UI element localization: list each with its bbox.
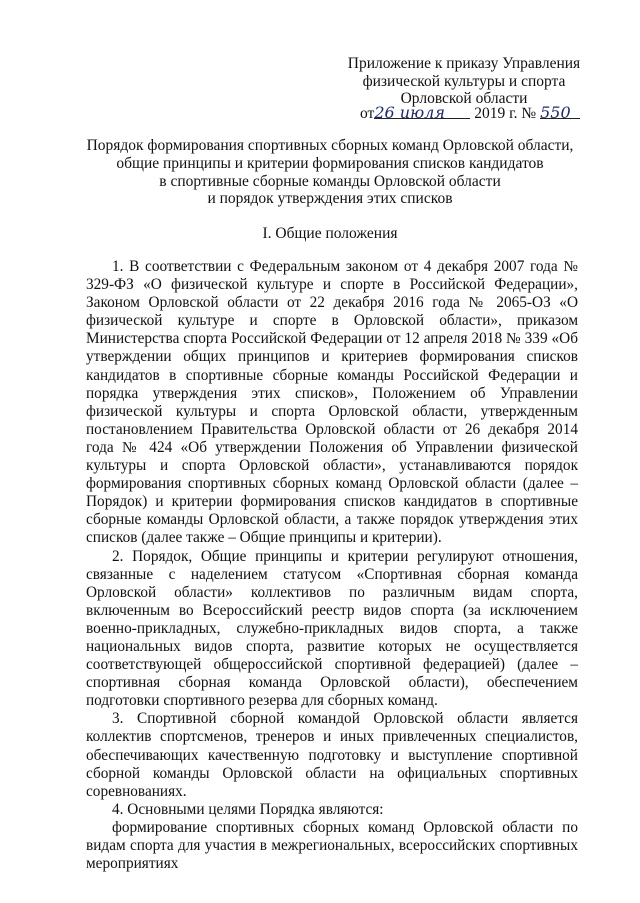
order-number-blank	[540, 103, 580, 122]
annex-header	[330, 55, 598, 108]
paragraph-1: 1. В соответствии с Федеральным законом от 4 декабря 2007 года № 329-ФЗ «О физической культуре и спорте в Российской Федерации», Законом Орловской области от 22 декабря 2016 года № 2065-ОЗ «О физической культуре и спорте в Орловской области», приказом Министерства спорта Российской Федерации от 12 апреля 2018 № 339 «Об утверждении общих принципов и критериев формирования списков кандидатов в спортивные сборные команды Российской Федерации и порядка утверждения этих списков», Положением об Управлении физической культуры и спорта Орловской области, утвержденным постановлением Правительства Орловской области от 26 декабря 2014 года № 424 «Об утверждении Положения об Управлении физической культуры и спорта Орловской области», устанавливаются порядок формирования спортивных сборных команд Орловской области (далее – Порядок) и критерии формирования списков кандидатов в спортивные сборные команды Орловской области, а также порядок утверждения этих списков (далее также – Общие принципы и критерии).	[86, 258, 578, 547]
order-prefix: от	[360, 105, 375, 122]
document-body	[86, 258, 578, 873]
title-line-2: общие принципы и критерии формирования списков кандидатов	[116, 154, 544, 172]
document-title	[60, 137, 600, 208]
annex-line-1: Приложение к приказу Управления	[347, 55, 581, 72]
paragraph-3: 3. Спортивной сборной командой Орловской области является коллектив спортсменов, тренеров и иных привлеченных специалистов, обеспечивающих качественную подготовку и выступление спортивной сборной команды Орловской области на официальных спортивных соревнованиях.	[86, 710, 578, 800]
order-date-handwritten: 26 июля	[374, 103, 445, 122]
order-year-text: 2019 г. №	[474, 105, 537, 122]
order-date-blank	[374, 103, 470, 122]
section-heading: I. Общие положения	[262, 225, 398, 242]
order-number-handwritten: 550	[540, 103, 571, 122]
paragraph-4: 4. Основными целями Порядка являются:	[112, 800, 384, 818]
paragraph-2: 2. Порядок, Общие принципы и критерии регулируют отношения, связанные с наделением статусом «Спортивная сборная команда Орловской области» коллективов по различным видам спорта, включенным во Всероссийский реестр видов спорта (за исключением военно-прикладных, служебно-прикладных видов спорта, а также национальных видов спорта, развитие которых не осуществляется соответствующей общероссийской спортивной федерацией) (далее – спортивная сборная команда Орловской области), обеспечением подготовки спортивного резерва для сборных команд.	[86, 547, 578, 710]
order-date-number	[360, 104, 600, 123]
title-line-3: в спортивные сборные команды Орловской области	[159, 172, 501, 190]
paragraph-5: формирование спортивных сборных команд Орловской области по видам спорта для участия в межрегиональных, всероссийских спортивных мероприятиях	[86, 818, 578, 873]
annex-line-3: Орловской области	[400, 90, 528, 107]
title-line-4: и порядок утверждения этих списков	[207, 190, 453, 208]
title-line-1: Порядок формирования спортивных сборных команд Орловской области,	[86, 137, 574, 154]
annex-line-2: физической культуры и спорта	[362, 72, 566, 90]
